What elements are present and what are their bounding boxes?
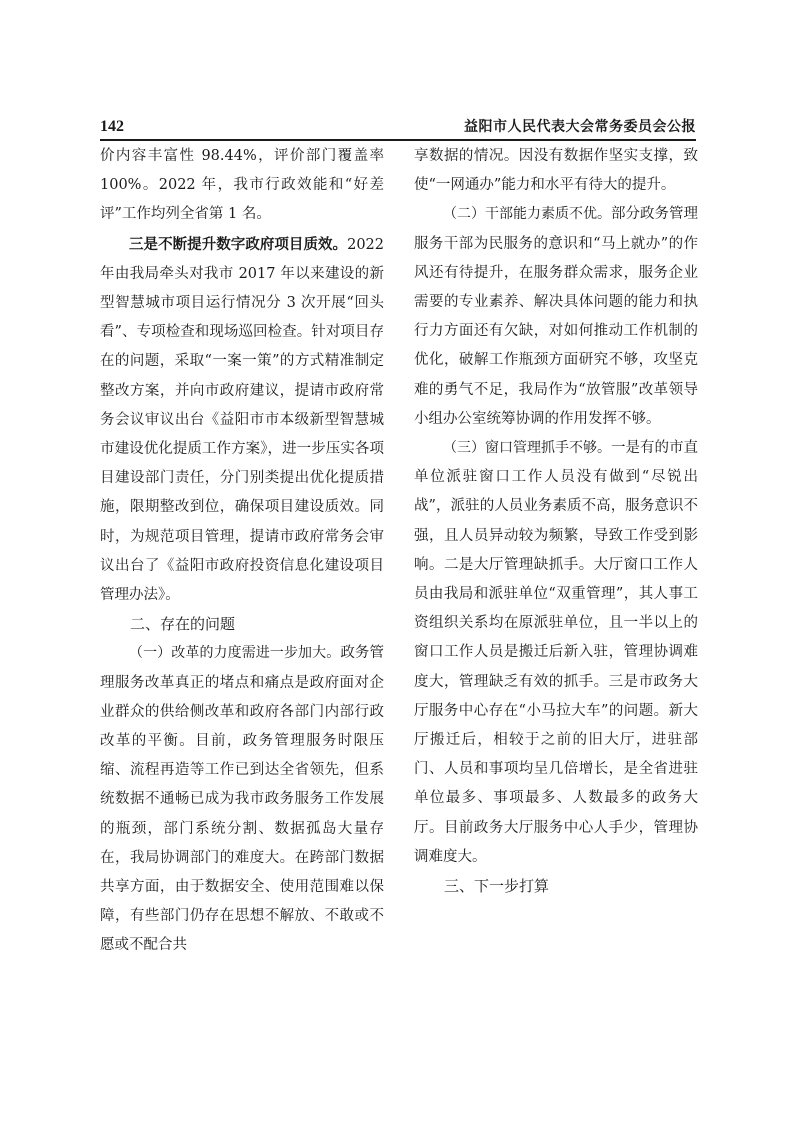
- paragraph-body: 部分政务管理服务干部为民服务的意识和“马上就办”的作风还有待提升，在服务群众需求，服务企业需要的专业素养、解决具体问题的能力和执行力方面还有欠缺，对如何推动工作机制的优化，破解工作瓶颈方面研究不够，攻坚克难的勇气不足，我局作为“放管服”改革领导小组办公室统筹协调的作用发挥不够。: [414, 206, 698, 427]
- paragraph-continued: 价内容丰富性 98.44%，评价部门覆盖率 100%。2022 年，我市行政效能和“好差评”工作均列全省第 1 名。: [100, 148, 384, 223]
- paragraph-lead: 三是不断提升数字政府项目质效。: [129, 235, 348, 253]
- paragraph-lead: （三）窗口管理抓手不够。: [443, 440, 611, 457]
- paragraph-window-management: [414, 434, 698, 872]
- paragraph-body: 2022 年由我局牵头对我市 2017 年以来建设的新型智慧城市项目运行情况分 3 次开展“回头看”、专项检查和现场巡回检查。针对项目存在的问题，采取“一案一策”的方式精准制定整改方案，并向市政府建议，提请市政府常务会议审议出台《益阳市市本级新型智慧城市建设优化提质工作方案》，进一步压实各项目建设部门责任，分门别类提出优化提质措施，限期整改到位，确保项目建设质效。同时，为规范项目管理，提请市政府常务会审议出台了《益阳市政府投资信息化建设项目管理办法》。: [100, 236, 384, 604]
- paragraph-lead: （二）干部能力素质不优。: [443, 206, 611, 223]
- paragraph-continued: 享数据的情况。因没有数据作坚实支撑，致使“一网通办”能力和水平有待大的提升。: [414, 148, 698, 194]
- paragraph-lead: （一）改革的力度需进一步加大。: [129, 645, 341, 662]
- header-rule: [100, 139, 696, 141]
- paragraph-reform-intensity: [100, 639, 384, 960]
- left-column: [100, 142, 384, 961]
- paragraph-cadre-quality: [414, 200, 698, 434]
- page-number: 142: [100, 118, 124, 135]
- journal-title: 益阳市人民代表大会常务委员会公报: [464, 119, 696, 135]
- section-heading-next-steps: 三、下一步打算: [444, 877, 550, 896]
- paragraph-digital-government: [100, 230, 384, 611]
- section-heading-problems: 二、存在的问题: [130, 615, 236, 634]
- paragraph-body: 一是有的市直单位派驻窗口工作人员没有做到“尽锐出战”，派驻的人员业务素质不高，服务意识不强，且人员异动较为频繁，导致工作受到影响。二是大厅管理缺抓手。大厅窗口工作人员由我局和派驻单位“双重管理”，其人事工资组织关系均在原派驻单位，且一半以上的窗口工作人员是搬迁后新入驻，管理协调难度大，管理缺乏有效的抓手。三是市政务大厅服务中心存在“小马拉大车”的问题。新大厅搬迁后，相较于之前的旧大厅，进驻部门、人员和事项均呈几倍增长，是全省进驻单位最多、事项最多、人数最多的政务大厅。目前政务大厅服务中心人手少，管理协调难度大。: [414, 440, 698, 865]
- right-column: [414, 142, 698, 901]
- paragraph-body: 政务管理服务改革真正的堵点和痛点是政府面对企业群众的供给侧改革和政府各部门内部行政改革的平衡。目前，政务管理服务时限压缩、流程再造等工作已到达全省领先，但系统数据不通畅已成为我市政务服务工作发展的瓶颈，部门系统分割、数据孤岛大量存在，我局协调部门的难度大。在跨部门数据共享方面，由于数据安全、使用范围难以保障，有些部门仍存在思想不解放、不敢或不愿或不配合共: [100, 645, 385, 954]
